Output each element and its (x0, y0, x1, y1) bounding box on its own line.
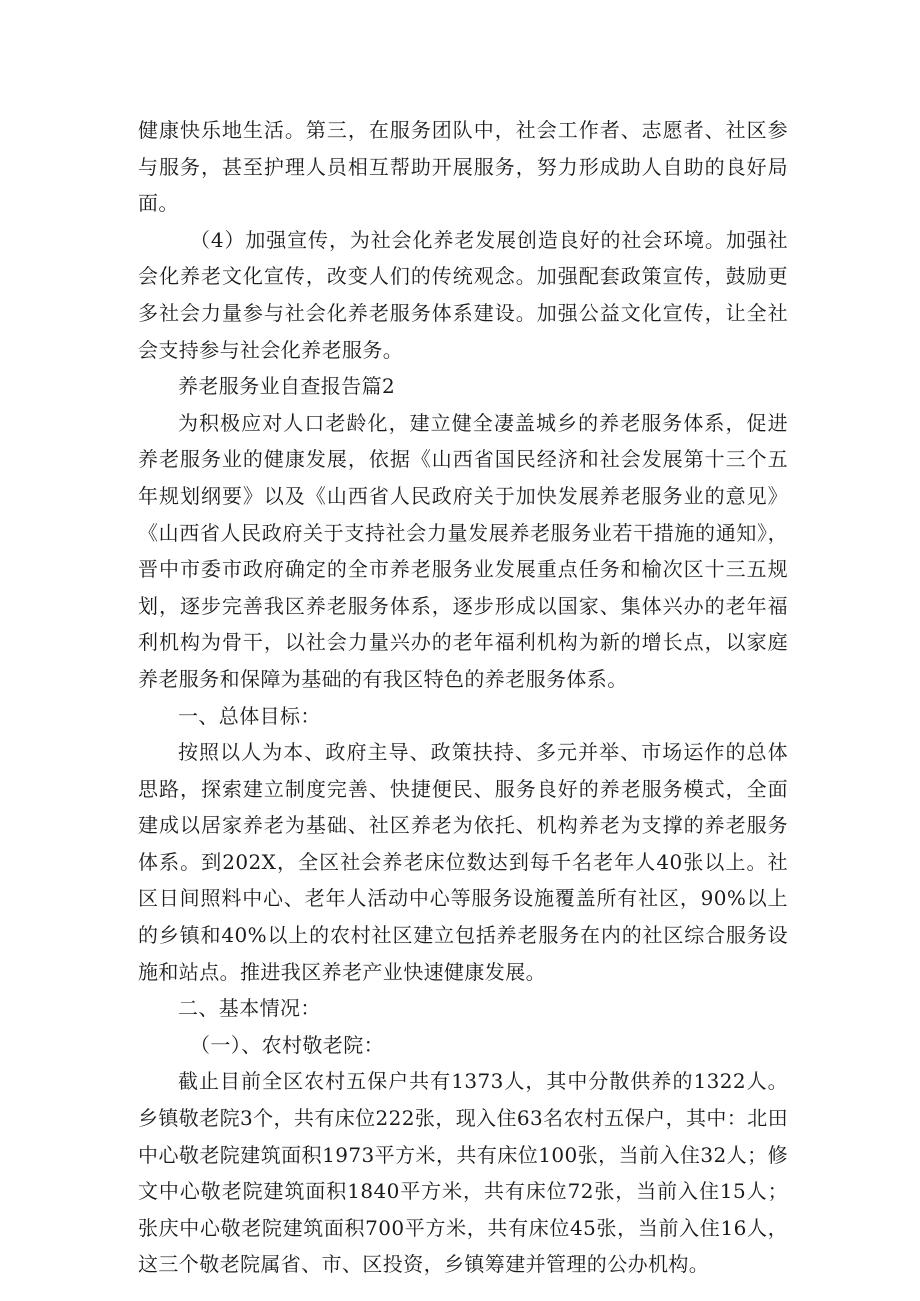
heading-overall-goal: 一、总体目标： (178, 703, 321, 728)
paragraph-item-4: （4）加强宣传，为社会化养老发展创造良好的社会环境。加强社会化养老文化宣传，改变人们的传统观念。加强配套政策宣传，鼓励更多社会力量参与社会化养老服务体系建设。加强公益文化宣传，让全社会支持参与社会化养老服务。 (138, 227, 788, 362)
paragraph-rural-nursing-home: 截止目前全区农村五保户共有1373人，其中分散供养的1322人。乡镇敬老院3个，共有床位222张，现入住63名农村五保户，其中：北田中心敬老院建筑面积1973平方米，共有床位100张，当前入住32人；修文中心敬老院建筑面积1840平方米，共有床位72张，当前入住15人；张庆中心敬老院建筑面积700平方米，共有床位45张，当前入住16人，这三个敬老院属省、市、区投资，乡镇筹建并管理的公办机构。 (138, 1069, 788, 1277)
paragraph-intro: 为积极应对人口老龄化，建立健全凄盖城乡的养老服务体系，促进养老服务业的健康发展，依据《山西省国民经济和社会发展第十三个五年规划纲要》以及《山西省人民政府关于加快发展养老服务业的意见》《山西省人民政府关于支持社会力量发展养老服务业若干措施的通知》，晋中市委市政府确定的全市养老服务业发展重点任务和榆次区十三五规划，逐步完善我区养老服务体系，逐步形成以国家、集体兴办的老年福利机构为骨干，以社会力量兴办的老年福利机构为新的增长点，以家庭养老服务和保障为基础的有我区特色的养老服务体系。 (138, 410, 788, 691)
heading-basic-situation: 二、基本情况： (178, 996, 321, 1021)
paragraph-overall-goal: 按照以人为本、政府主导、政策扶持、多元并举、市场运作的总体思路，探索建立制度完善、快捷便民、服务良好的养老服务模式，全面建成以居家养老为基础、社区养老为依托、机构养老为支撑的养老服务体系。到202X，全区社会养老床位数达到每千名老年人40张以上。社区日间照料中心、老年人活动中心等服务设施覆盖所有社区，90%以上的乡镇和40%以上的农村社区建立包括养老服务在内的社区综合服务设施和站点。推进我区养老产业快速健康发展。 (138, 740, 788, 984)
section-title: 养老服务业自查报告篇2 (178, 374, 396, 399)
document-page (138, 112, 788, 1283)
paragraph-continuation: 健康快乐地生活。第三，在服务团队中，社会工作者、志愿者、社区参与服务，甚至护理人员相互帮助开展服务，努力形成助人自助的良好局面。 (138, 118, 788, 216)
heading-rural-nursing-home: （一）、农村敬老院： (190, 1032, 384, 1057)
